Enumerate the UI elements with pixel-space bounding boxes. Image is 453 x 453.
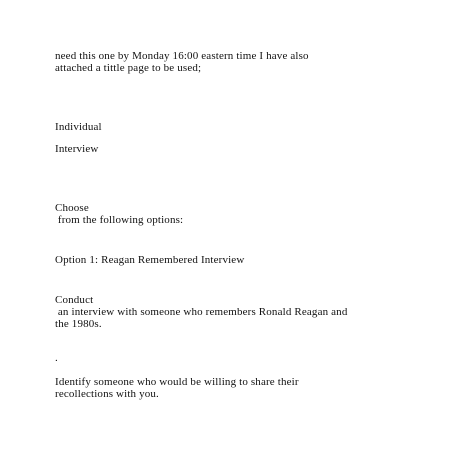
intro-text-line-2: attached a tittle page to be used; — [55, 62, 202, 74]
bullet-dot: . — [55, 352, 58, 364]
conduct-text-line-1: Conduct — [55, 294, 94, 306]
identify-text-line-1: Identify someone who would be willing to share their — [55, 376, 299, 388]
conduct-text-line-3: the 1980s. — [55, 318, 102, 330]
conduct-text-line-2: an interview with someone who remembers Ronald Reagan and — [55, 306, 348, 318]
intro-text-line-1: need this one by Monday 16:00 eastern time I have also — [55, 50, 309, 62]
option-1-title: Option 1: Reagan Remembered Interview — [55, 254, 245, 266]
choose-text-line-2: from the following options: — [55, 214, 184, 226]
heading-interview: Interview — [55, 143, 99, 155]
identify-text-line-2: recollections with you. — [55, 388, 159, 400]
choose-text-line-1: Choose — [55, 202, 89, 214]
heading-individual: Individual — [55, 121, 102, 133]
